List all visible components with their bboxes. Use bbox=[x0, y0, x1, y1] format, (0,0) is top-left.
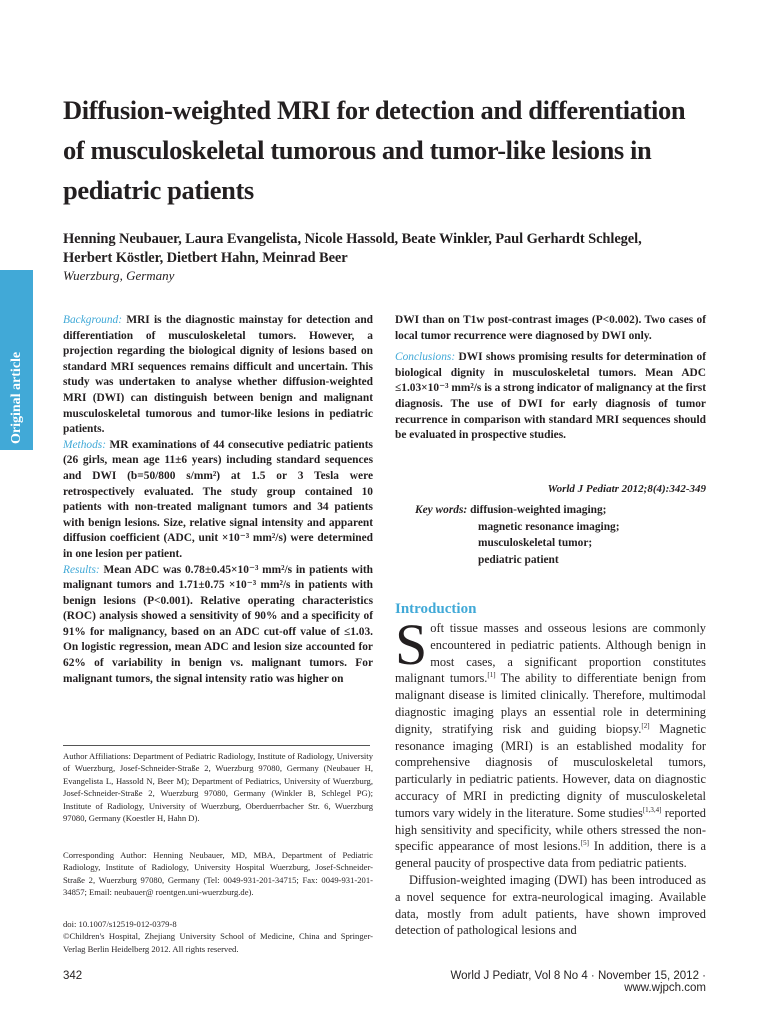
publication-info bbox=[63, 918, 373, 955]
reference-marker: [1,3,4] bbox=[642, 805, 662, 814]
intro-text: Magnetic resonance imaging (MRI) is an established modality for comprehensive diagnosis of musculoskeletal tumors, particularly in pediatric patients. However, data on diagnostic accuracy of MRI in predicting dignity of musculoskeletal tumors vary widely in the literature. Some studies bbox=[395, 721, 707, 820]
journal-citation: World J Pediatr 2012;8(4):342-349 bbox=[547, 483, 706, 495]
introduction-body bbox=[395, 612, 707, 939]
intro-paragraph-1 bbox=[395, 612, 707, 872]
keywords-label: Key words: bbox=[415, 504, 468, 516]
conclusions-text: DWI shows promising results for determination of biological dignity in musculoskeletal tumors. Mean ADC ≤1.03×10⁻³ mm²/s is a strong indicator of malignancy at the first diagnosis. The use of DWI for early diagnosis of tumor recurrence in comparison with standard MRI sequences should be evaluated in prospective studies. bbox=[395, 351, 706, 442]
author-line: Herbert Köstler, Dietbert Hahn, Meinrad Beer bbox=[63, 250, 348, 266]
title-line: Diffusion-weighted MRI for detection and differentiation bbox=[63, 95, 686, 125]
section-tab bbox=[0, 270, 33, 450]
results-continued: DWI than on T1w post-contrast images (P<0.002). Two cases of local tumor recurrence were diagnosed by DWI only. bbox=[395, 314, 706, 342]
author-affiliations bbox=[63, 750, 373, 824]
methods-text: MR examinations of 44 consecutive pediatric patients (26 girls, mean age 11±6 years) including standard sequences and DWI (b=50/800 s/mm²) at 1.5 or 3 Tesla were retrospectively evaluated. The study group contained 10 patients with non-treated malignant tumors and 34 patients with benign lesions. Size, relative signal intensity and apparent diffusion coefficient (ADC, unit ×10⁻³ mm²/s) were determined in one lesion per patient. bbox=[63, 438, 373, 560]
results-label: Results: bbox=[63, 563, 100, 576]
conclusions-label: Conclusions: bbox=[395, 351, 456, 364]
intro-text: The ability to differentiate benign from malignant disease is limited clinically. Therefore, multimodal diagnostic imaging plays an essential role in determining dignity, stratifying risk and guiding biopsy. bbox=[395, 671, 707, 736]
background-text: MRI is the diagnostic mainstay for detection and differentiation of musculoskeletal tumors. However, a projection regarding the biological dignity of lesions based on standard MRI sequences remains difficult and uncertain. This study was undertaken to analyse whether diffusion-weighted MRI (DWI) can distinguish between benign and malignant musculoskeletal tumorous and tumor-like lesions in pediatric patients. bbox=[63, 314, 373, 436]
abstract-methods bbox=[63, 438, 373, 563]
copyright-text: ©Children's Hospital, Zhejiang University School of Medicine, China and Springer-Verlag Berlin Heidelberg 2012. All rights reserved. bbox=[63, 931, 373, 954]
affiliations-text: Author Affiliations: Department of Pediatric Radiology, Institute of Radiology, University of Wuerzburg, Josef-Schneider-Straße 2, Wuerzburg 97080, Germany (Neubauer H, Evangelista L, Hassold N, Beer M); Department of Pediatrics, University of Wuerzburg, Josef-Schneider-Straße 2, Wuerzburg 97080, Germany (Winkler B, Schlegel PG); Institute of Radiology, University of Wuerzburg, Oberduerrbacher Str. 6, Wuerzburg 97080, Germany (Koestler H, Hahn D). bbox=[63, 751, 373, 824]
section-tab-label: Original article bbox=[9, 351, 24, 444]
reference-marker: [2] bbox=[641, 721, 650, 730]
intro-text: oft tissue masses and osseous lesions are commonly encountered in pediatric patients. Although benign in most cases, a significant proportion constitutes malignant tumors. bbox=[395, 621, 706, 686]
results-text: Mean ADC was 0.78±0.45×10⁻³ mm²/s in patients with malignant tumors and 1.71±0.75 ×10⁻³ mm²/s in patients with benign lesions (P<0.001). Relative operating characteristics (ROC) analysis showed a sensitivity of 90% and a specificity of 91% for malignancy, based on an ADC cut-off value of ≤1.03. On logistic regression, mean ADC and lesion size accounted for 62% of variability in benign vs. malignant tumors. For malignant tumors, the signal intensity ratio was higher on bbox=[63, 563, 373, 685]
abstract-right-column bbox=[395, 313, 706, 444]
methods-label: Methods: bbox=[63, 438, 107, 451]
keyword: musculoskeletal tumor; bbox=[478, 537, 593, 550]
drop-cap: S bbox=[395, 612, 428, 677]
abstract-left-column bbox=[63, 313, 373, 687]
corresponding-author bbox=[63, 849, 373, 899]
intro-text: In addition, there is a general paucity of prospective data from pediatric patients. bbox=[395, 839, 706, 871]
abstract-background bbox=[63, 313, 373, 438]
title-line: of musculoskeletal tumorous and tumor-like lesions in bbox=[63, 135, 652, 165]
running-footer: World J Pediatr, Vol 8 No 4 · November 15, 2012 · www.wjpch.com bbox=[450, 970, 706, 994]
background-label: Background: bbox=[63, 314, 123, 326]
keyword-first-line bbox=[415, 502, 620, 519]
title-line: pediatric patients bbox=[63, 175, 254, 205]
reference-marker: [5] bbox=[580, 839, 589, 848]
author-line: Henning Neubauer, Laura Evangelista, Nicole Hassold, Beate Winkler, Paul Gerhardt Schlegel, bbox=[63, 231, 642, 247]
corresponding-text: Corresponding Author: Henning Neubauer, MD, MBA, Department of Pediatric Radiology, Institute of Radiology, University Hospital Wuerzburg, Josef-Schneider-Straße 2, Wuerzburg 97080, Germany (Tel: 0049-931-201-34715; Fax: 0049-931-201-34857; Email: neubauer@ roentgen.uni-wuerzburg.de). bbox=[63, 850, 373, 898]
keywords-block bbox=[415, 502, 620, 568]
reference-marker: [1] bbox=[487, 671, 496, 680]
keyword: diffusion-weighted imaging; bbox=[470, 504, 607, 516]
keyword: pediatric patient bbox=[478, 553, 559, 566]
page-number: 342 bbox=[63, 970, 83, 982]
abstract-conclusions bbox=[395, 350, 706, 444]
article-title bbox=[63, 90, 723, 210]
abstract-results bbox=[63, 563, 373, 688]
doi-text: doi: 10.1007/s12519-012-0379-8 bbox=[63, 919, 177, 929]
footnote-divider bbox=[63, 745, 370, 746]
keyword: magnetic resonance imaging; bbox=[478, 520, 620, 533]
author-list bbox=[63, 230, 753, 268]
intro-text: reported high sensitivity and specificity, while others stressed the non-specific appearance of most lesions. bbox=[395, 805, 706, 854]
introduction-heading: Introduction bbox=[395, 601, 477, 617]
intro-paragraph-2: Diffusion-weighted imaging (DWI) has been introduced as a novel sequence for extra-neurological imaging. Available data, mostly from adult patients, have shown improved detection of pathological lesions and bbox=[395, 872, 706, 938]
author-location: Wuerzburg, Germany bbox=[63, 268, 175, 283]
